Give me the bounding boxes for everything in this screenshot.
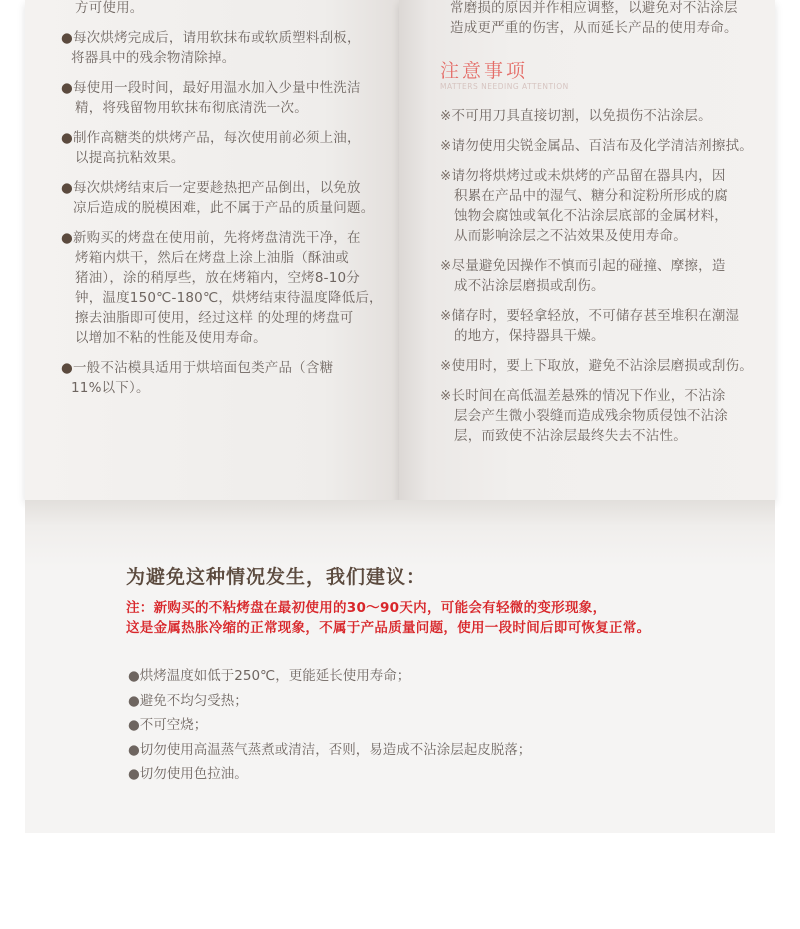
notice-title: 注意事项 — [440, 60, 529, 82]
reference-mark-icon: ※ — [440, 258, 452, 274]
attention-item: ※储存时，要轻拿轻放，不可储存甚至堆积在潮湿 的地方，保持器具干燥。 — [440, 308, 740, 344]
bullet-icon: ● — [61, 130, 73, 146]
recommendation-list — [128, 664, 531, 787]
warning-note-line: 这是金属热胀冷缩的正常现象，不属于产品质量问题，使用一段时间后即可恢复正常。 — [126, 620, 651, 636]
reference-mark-icon: ※ — [440, 308, 452, 324]
recommendation-title: 为避免这种情况发生，我们建议： — [126, 566, 427, 588]
reference-mark-icon: ※ — [440, 388, 452, 404]
instruction-item: ●制作高糖类的烘烤产品，每次使用前必须上油， 以提高抗粘效果。 — [61, 130, 361, 166]
bullet-icon: ● — [61, 80, 73, 96]
bullet-icon: ● — [61, 180, 73, 196]
list-item: ●烘烤温度如低于250℃，更能延长使用寿命； — [128, 668, 411, 684]
attention-item: ※使用时，要上下取放，避免不沾涂层磨损或刮伤。 — [440, 358, 753, 374]
bullet-icon: ● — [61, 30, 73, 46]
list-item: ●不可空烧； — [128, 717, 208, 733]
instruction-item: ●新购买的烤盘在使用前，先将烤盘清洗干净，在 烤箱内烘干，然后在烤盘上涂上油脂（酥油或 猪油），涂的稍厚些，放在烤箱内，空烤8-10分 钟，温度150℃-180℃，烘烤结束待温度降低后， 擦去油脂即可使用，经过这样 的处理的烤盘可 以增加不粘的性能及使用寿命。 — [61, 230, 383, 346]
instruction-item: 方可使用。 — [75, 0, 144, 16]
bullet-icon: ● — [61, 360, 73, 376]
attention-item: ※长时间在高低温差悬殊的情况下作业，不沾涂 层会产生微小裂缝而造成残余物质侵蚀不沾涂 层，而致使不沾涂层最终失去不沾性。 — [440, 388, 728, 444]
instruction-item: ●每次烘烤完成后，请用软抹布或软质塑料刮板， 将器具中的残余物清除掉。 — [61, 30, 361, 66]
attention-item: ※不可用刀具直接切割，以免损伤不沾涂层。 — [440, 108, 712, 124]
attention-item: ※尽量避免因操作不慎而引起的碰撞、摩擦，造 成不沾涂层磨损或刮伤。 — [440, 258, 726, 294]
intro-text: 常磨损的原因并作相应调整，以避免对不沾涂层 造成更严重的伤害，从而延长产品的使用寿命。 — [450, 0, 738, 36]
bullet-icon: ● — [61, 230, 73, 246]
reference-mark-icon: ※ — [440, 138, 452, 154]
instruction-item: ●每使用一段时间，最好用温水加入少量中性洗洁 精，将残留物用软抹布彻底清洗一次。 — [61, 80, 361, 116]
attention-item: ※请勿使用尖锐金属品、百洁布及化学清洁剂擦拭。 — [440, 138, 753, 154]
list-item: ●切勿使用色拉油。 — [128, 766, 248, 782]
instruction-item: ●每次烘烤结束后一定要趁热把产品倒出，以免放 凉后造成的脱模困难，此不属于产品的质量问题。 — [61, 180, 375, 216]
attention-item: ※请勿将烘烤过或未烘烤的产品留在器具内，因 积累在产品中的湿气、糖分和淀粉所形成的腐 蚀物会腐蚀或氧化不沾涂层底部的金属材料， 从而影响涂层之不沾效果及使用寿命。 — [440, 168, 728, 244]
reference-mark-icon: ※ — [440, 168, 452, 184]
list-item: ●避免不均匀受热； — [128, 692, 248, 709]
notice-subtitle: MATTERS NEEDING ATTENTION — [440, 82, 569, 91]
reference-mark-icon: ※ — [440, 358, 452, 374]
list-item: ●切勿使用高温蒸气蒸煮或清洁，否则，易造成不沾涂层起皮脱落； — [128, 741, 532, 758]
warning-note-line: 注：新购买的不粘烤盘在最初使用的30～90天内，可能会有轻微的变形现象， — [126, 600, 607, 616]
instruction-item: ●一般不沾模具适用于烘培面包类产品（含糖 11%以下）。 — [61, 360, 334, 396]
reference-mark-icon: ※ — [440, 108, 452, 124]
